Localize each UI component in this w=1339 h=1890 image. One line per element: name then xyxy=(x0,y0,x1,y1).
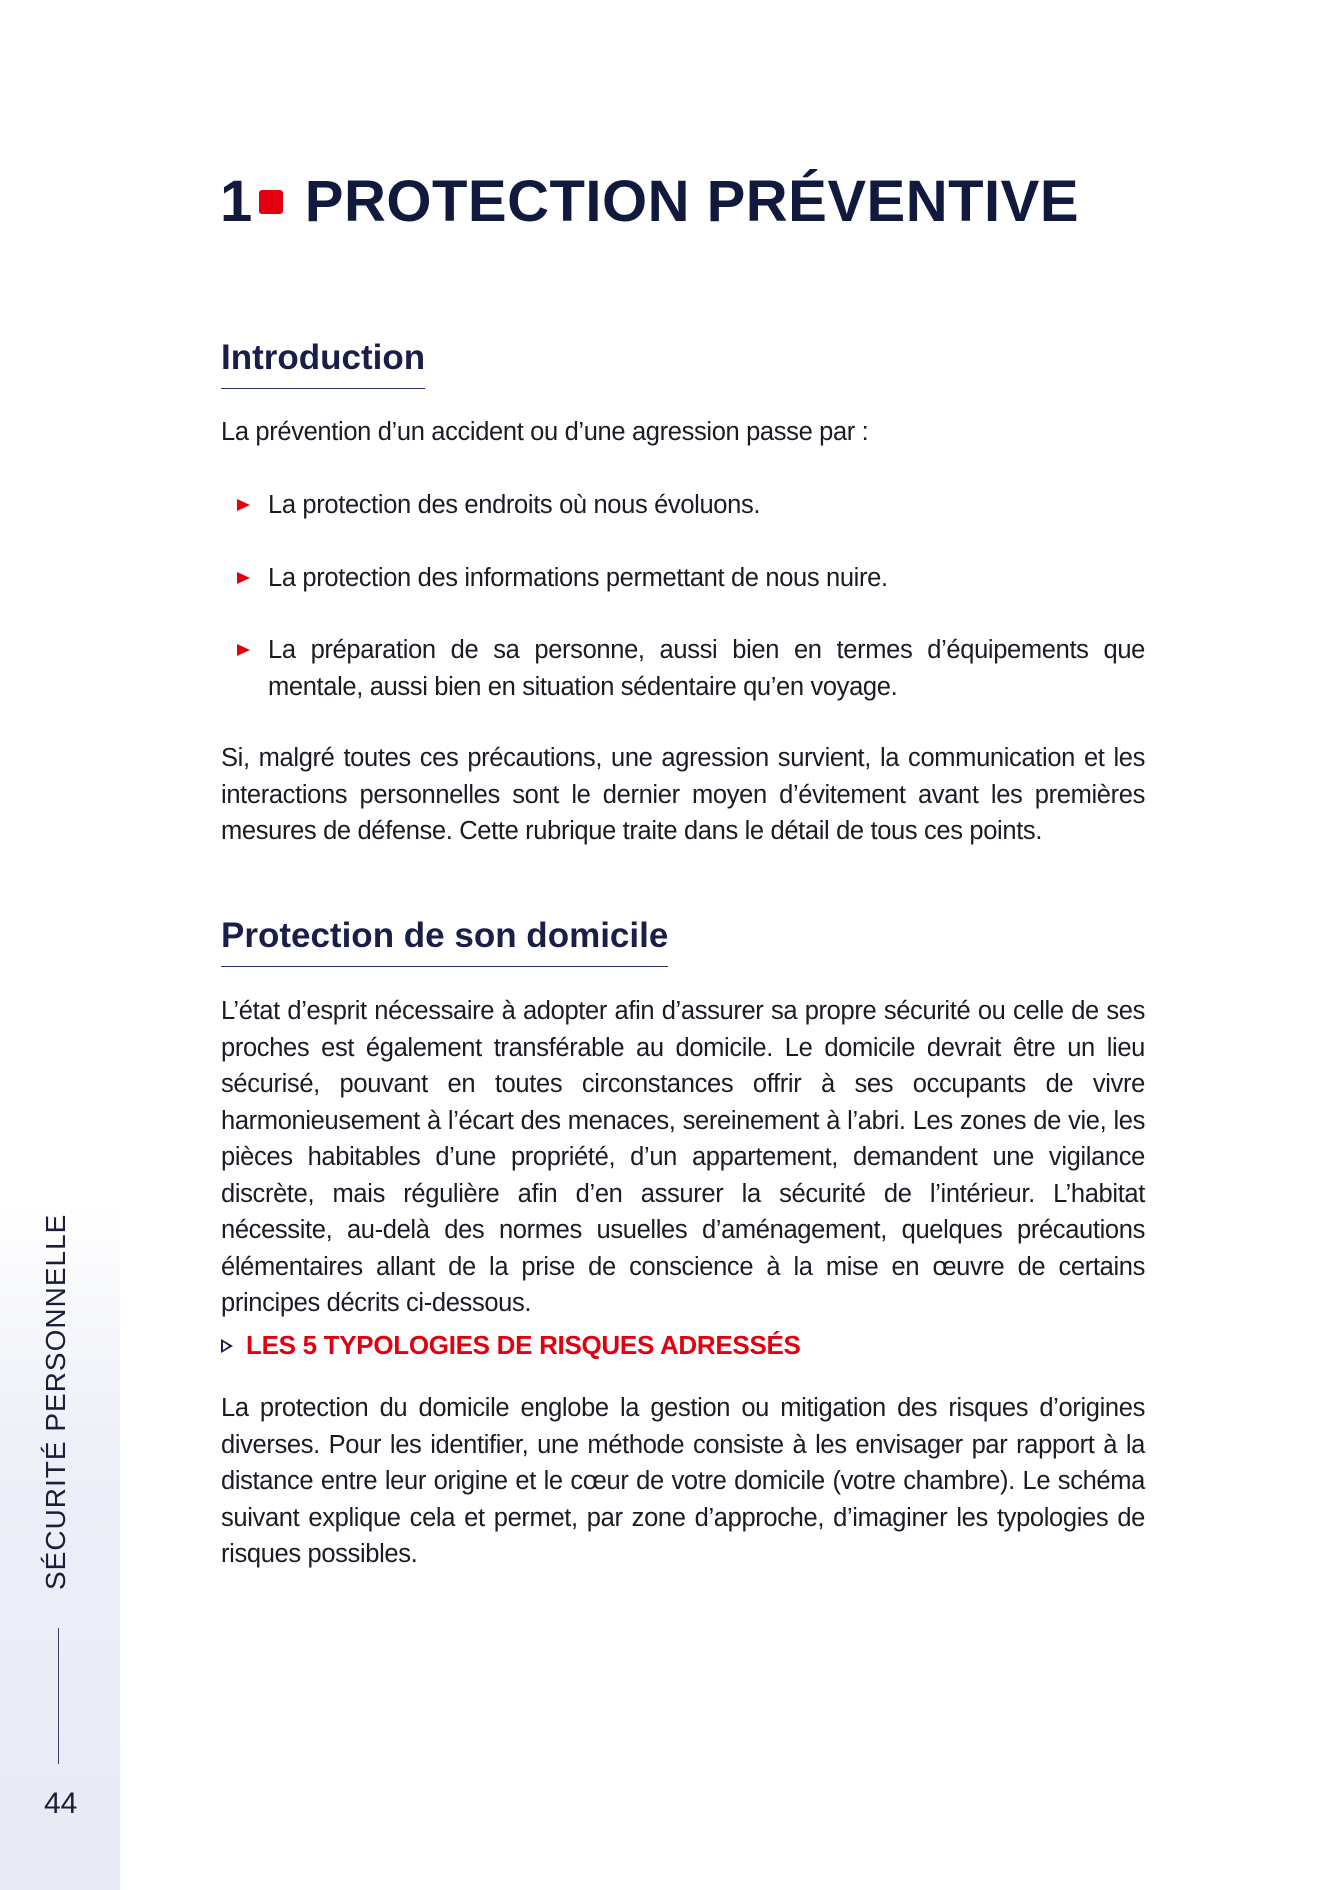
list-item: La préparation de sa personne, aussi bien en termes d’équipements que mentale, aussi bien en situation sédentaire qu’en voyage. xyxy=(237,632,1145,705)
chapter-heading xyxy=(220,168,1079,235)
subheading-risks: LES 5 TYPOLOGIES DE RISQUES ADRESSÉS xyxy=(221,1330,801,1361)
list-item: La protection des informations permettant de nous nuire. xyxy=(237,560,1145,597)
section-side-label: SÉCURITÉ PERSONNELLE xyxy=(40,1213,71,1590)
section-title-introduction: Introduction xyxy=(221,338,425,389)
red-arrow-icon xyxy=(237,499,250,511)
chapter-title: PROTECTION PRÉVENTIVE xyxy=(304,169,1080,234)
chapter-number: 1 xyxy=(220,169,253,234)
side-divider xyxy=(58,1628,59,1764)
outline-triangle-icon xyxy=(221,1339,233,1353)
red-arrow-icon xyxy=(237,644,250,656)
domicile-body: L’état d’esprit nécessaire à adopter afin d’assurer sa propre sécurité ou celle de ses proches est également transférable au domicile. Le domicile devrait être un lieu sécurisé, pouvant en toutes circonstances offrir à ses occupants de vivre harmonieusement à l’écart des menaces, sereinement à l’abri. Les zones de vie, les pièces habitables d’une propriété, d’un appartement, demandent une vigilance discrète, mais régulière afin d’en assurer la sécurité de l’intérieur. L’habitat nécessite, au-delà des normes usuelles d’aménagement, quelques précautions élémentaires allant de la prise de conscience à la mise en œuvre de certains principes décrits ci-dessous. xyxy=(221,997,1145,1317)
red-square-icon xyxy=(259,190,283,214)
list-item: La protection des endroits où nous évoluons. xyxy=(237,487,1145,524)
domicile-sub-body: La protection du domicile englobe la gestion ou mitigation des risques d’origines diverses. Pour les identifier, une méthode consiste à les envisager par rapport à la distance entre leur origine et le cœur de votre domicile (votre chambre). Le schéma suivant explique cela et permet, par zone d’approche, d’imaginer les typologies de risques possibles. xyxy=(221,1394,1145,1568)
red-arrow-icon xyxy=(237,572,250,584)
page-number: 44 xyxy=(44,1787,78,1820)
section-title-domicile: Protection de son domicile xyxy=(221,916,668,967)
intro-closing: Si, malgré toutes ces précautions, une agression survient, la communication et les interactions personnelles sont le dernier moyen d’évitement avant les premières mesures de défense. Cette rubrique traite dans le détail de tous ces points. xyxy=(221,744,1145,845)
intro-lead: La prévention d’un accident ou d’une agression passe par : xyxy=(221,418,869,446)
